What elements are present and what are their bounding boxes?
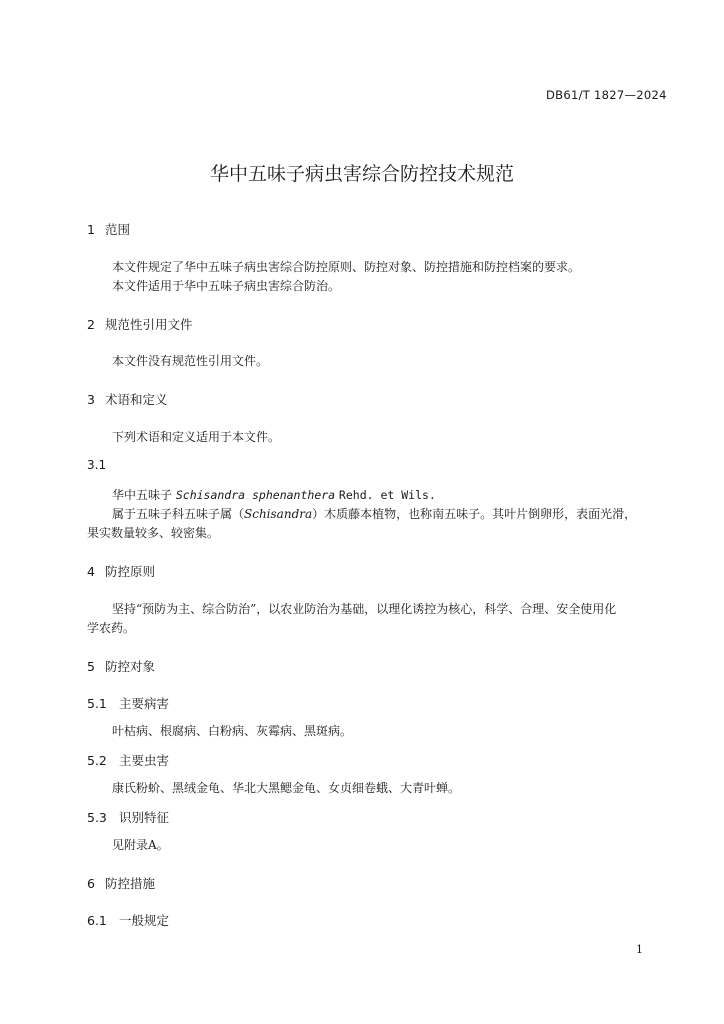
section-heading-terms [87,390,168,408]
subsection-title: 主要病害 [119,696,170,711]
paragraph: 叶枯病、根腐病、白粉病、灰霉病、黑斑病。 [112,724,353,738]
subsection-number: 5.3 [87,810,107,825]
subsection-number: 6.1 [87,913,107,928]
paragraph-continued: 学农药。 [87,621,136,635]
section-number: 1 [87,222,95,237]
subsection-heading-general [87,911,169,929]
section-heading-principles [87,562,155,580]
document-title: 华中五味子病虫害综合防控技术规范 [209,163,514,185]
section-number: 4 [87,564,95,579]
section-title: 防控措施 [105,876,156,891]
section-number: 2 [87,317,95,332]
document-number: DB61/T 1827—2024 [546,88,667,102]
term-definition [112,505,636,522]
term-definition-continued: 果实数量较多、较密集。 [87,526,220,540]
subsection-title: 识别特征 [119,810,170,825]
paragraph: 见附录A。 [112,838,169,852]
subsection-heading-pests [87,751,169,769]
section-title: 防控对象 [105,659,156,674]
section-title: 范围 [105,222,131,237]
section-number: 3 [87,392,95,407]
paragraph: 下列术语和定义适用于本文件。 [112,430,281,444]
paragraph: 康氏粉蚧、黑绒金龟、华北大黑鳃金龟、女贞细卷蛾、大青叶蝉。 [112,781,461,795]
section-number: 6 [87,876,95,891]
subsection-heading-identification [87,808,169,826]
section-heading-normative-references [87,315,193,333]
subsection-title: 主要虫害 [119,753,170,768]
section-number: 5 [87,659,95,674]
paragraph: 坚持“预防为主、综合防治”，以农业防治为基础，以理化诱控为核心，科学、合理、安全使用化 [112,602,617,616]
subsection-title: 一般规定 [119,913,170,928]
term-number: 3.1 [87,458,107,472]
section-title: 术语和定义 [105,392,168,407]
section-heading-scope [87,220,130,238]
subsection-heading-diseases [87,694,169,712]
subsection-number: 5.2 [87,753,107,768]
section-heading-targets [87,657,155,675]
section-heading-measures [87,874,155,892]
term-entry [112,486,436,503]
term-latin-name: Schisandra sphenanthera [175,488,336,502]
term-author: Rehd. et Wils. [338,488,436,502]
paragraph: 本文件适用于华中五味子病虫害综合防治。 [112,279,341,293]
definition-text: ）木质藤本植物，也称南五味子。其叶片倒卵形，表面光滑， [312,507,637,521]
paragraph: 本文件没有规范性引用文件。 [112,354,269,368]
subsection-number: 5.1 [87,696,107,711]
page-number: 1 [636,943,643,956]
term-chinese: 华中五味子 [112,488,173,502]
genus-name: Schisandra [244,507,313,521]
section-title: 规范性引用文件 [105,317,193,332]
section-title: 防控原则 [105,564,156,579]
definition-text: 属于五味子科五味子属（ [112,507,245,521]
paragraph: 本文件规定了华中五味子病虫害综合防控原则、防控对象、防控措施和防控档案的要求。 [112,260,581,274]
